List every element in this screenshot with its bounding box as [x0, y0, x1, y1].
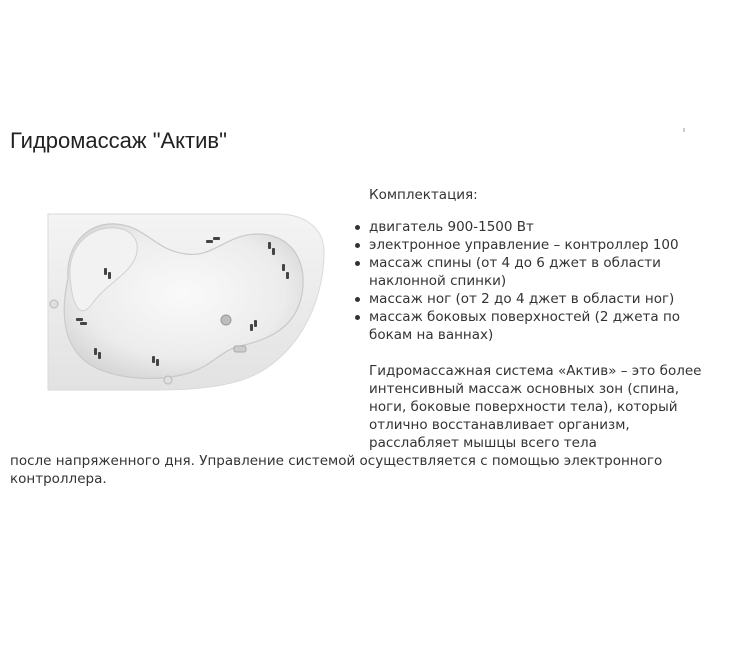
list-item: массаж боковых поверхностей (2 джета по бокам на ваннах): [352, 308, 712, 344]
list-item: двигатель 900-1500 Вт: [352, 218, 712, 236]
page-title: Гидромассаж "Актив": [10, 128, 227, 153]
rim-fitting-icon: [164, 376, 172, 384]
equipment-block: [352, 186, 712, 344]
overflow-icon: [50, 300, 58, 308]
bathtub-illustration: [46, 212, 326, 392]
bathtub-image: [46, 212, 326, 392]
list-item: электронное управление – контроллер 100: [352, 236, 712, 254]
drain-icon: [221, 315, 231, 325]
corner-mark: [683, 128, 685, 132]
description-continuation: после напряженного дня. Управление системой осуществляется с помощью электронного контроллера.: [10, 453, 663, 487]
list-item: массаж спины (от 4 до 6 джет в области наклонной спинки): [352, 254, 712, 290]
description-lead: Гидромассажная система «Актив» – это более интенсивный массаж основных зон (спина, ноги, боковые поверхности тела), который отлично восстанавливает организм, расслабляет мышцы всего тела: [369, 363, 702, 451]
equipment-list: [352, 218, 712, 344]
list-item: массаж ног (от 2 до 4 джет в области ног): [352, 290, 712, 308]
equipment-heading: Комплектация:: [369, 187, 478, 203]
control-panel-icon: [234, 346, 246, 352]
